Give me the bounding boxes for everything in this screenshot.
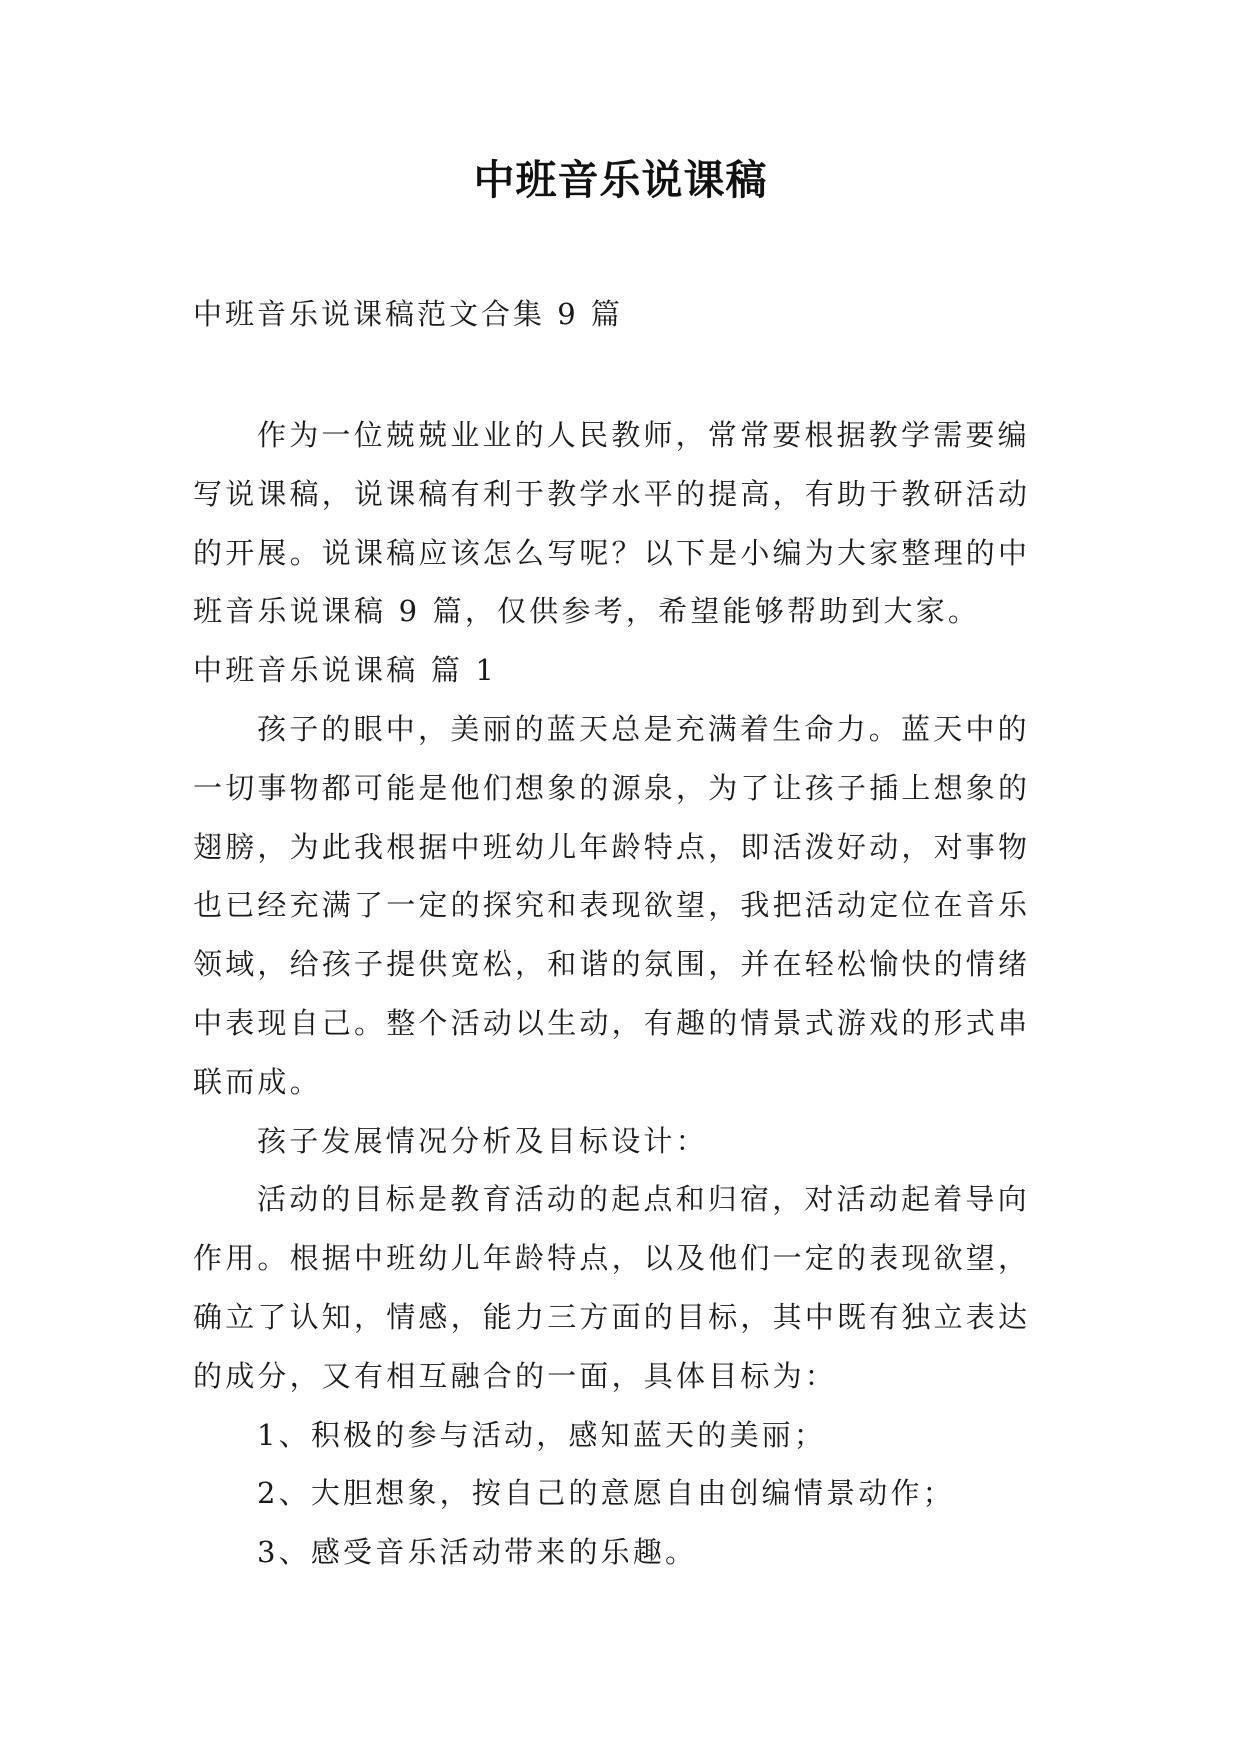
paragraph-line: 确立了认知，情感，能力三方面的目标，其中既有独立表达 (193, 1299, 1031, 1334)
paragraph-line: 翅膀，为此我根据中班幼儿年龄特点，即活泼好动，对事物 (193, 829, 1031, 864)
paragraph-line: 的成分，又有相互融合的一面，具体目标为： (193, 1358, 838, 1393)
document-title: 中班音乐说课稿 (473, 156, 768, 204)
body-paragraph-3 (193, 1170, 1053, 1405)
body-paragraph-2: 孩子发展情况分析及目标设计： (257, 1123, 708, 1158)
paragraph-line: 领域，给孩子提供宽松，和谐的氛围，并在轻松愉快的情绪 (193, 947, 1031, 982)
paragraph-line: 作用。根据中班幼儿年龄特点，以及他们一定的表现欲望， (193, 1241, 1031, 1276)
body-paragraph-1 (193, 700, 1053, 1112)
intro-paragraph (193, 406, 1053, 641)
goal-item-2: 2、大胆想象，按自己的意愿自由创编情景动作； (257, 1476, 955, 1511)
document-subtitle: 中班音乐说课稿范文合集 9 篇 (193, 297, 623, 331)
goal-item-3: 3、感受音乐活动带来的乐趣。 (257, 1535, 698, 1570)
paragraph-line: 也已经充满了一定的探究和表现欲望，我把活动定位在音乐 (193, 888, 1031, 923)
intro-line: 写说课稿，说课稿有利于教学水平的提高，有助于教研活动 (193, 476, 1031, 511)
paragraph-line: 中表现自己。整个活动以生动，有趣的情景式游戏的形式串 (193, 1005, 1031, 1040)
intro-line: 的开展。说课稿应该怎么写呢？以下是小编为大家整理的中 (193, 535, 1031, 570)
section-heading: 中班音乐说课稿 篇 1 (193, 653, 498, 688)
goal-item-1: 1、积极的参与活动，感知蓝天的美丽； (257, 1417, 827, 1452)
paragraph-line: 孩子的眼中，美丽的蓝天总是充满着生命力。蓝天中的 (257, 711, 1030, 746)
paragraph-line: 一切事物都可能是他们想象的源泉，为了让孩子插上想象的 (193, 770, 1031, 805)
intro-line: 班音乐说课稿 9 篇，仅供参考，希望能够帮助到大家。 (193, 594, 981, 629)
paragraph-line: 活动的目标是教育活动的起点和归宿，对活动起着导向 (257, 1182, 1030, 1217)
intro-line: 作为一位兢兢业业的人民教师，常常要根据教学需要编 (257, 418, 1030, 452)
document-body (193, 406, 1053, 1582)
paragraph-line: 联而成。 (193, 1064, 322, 1099)
